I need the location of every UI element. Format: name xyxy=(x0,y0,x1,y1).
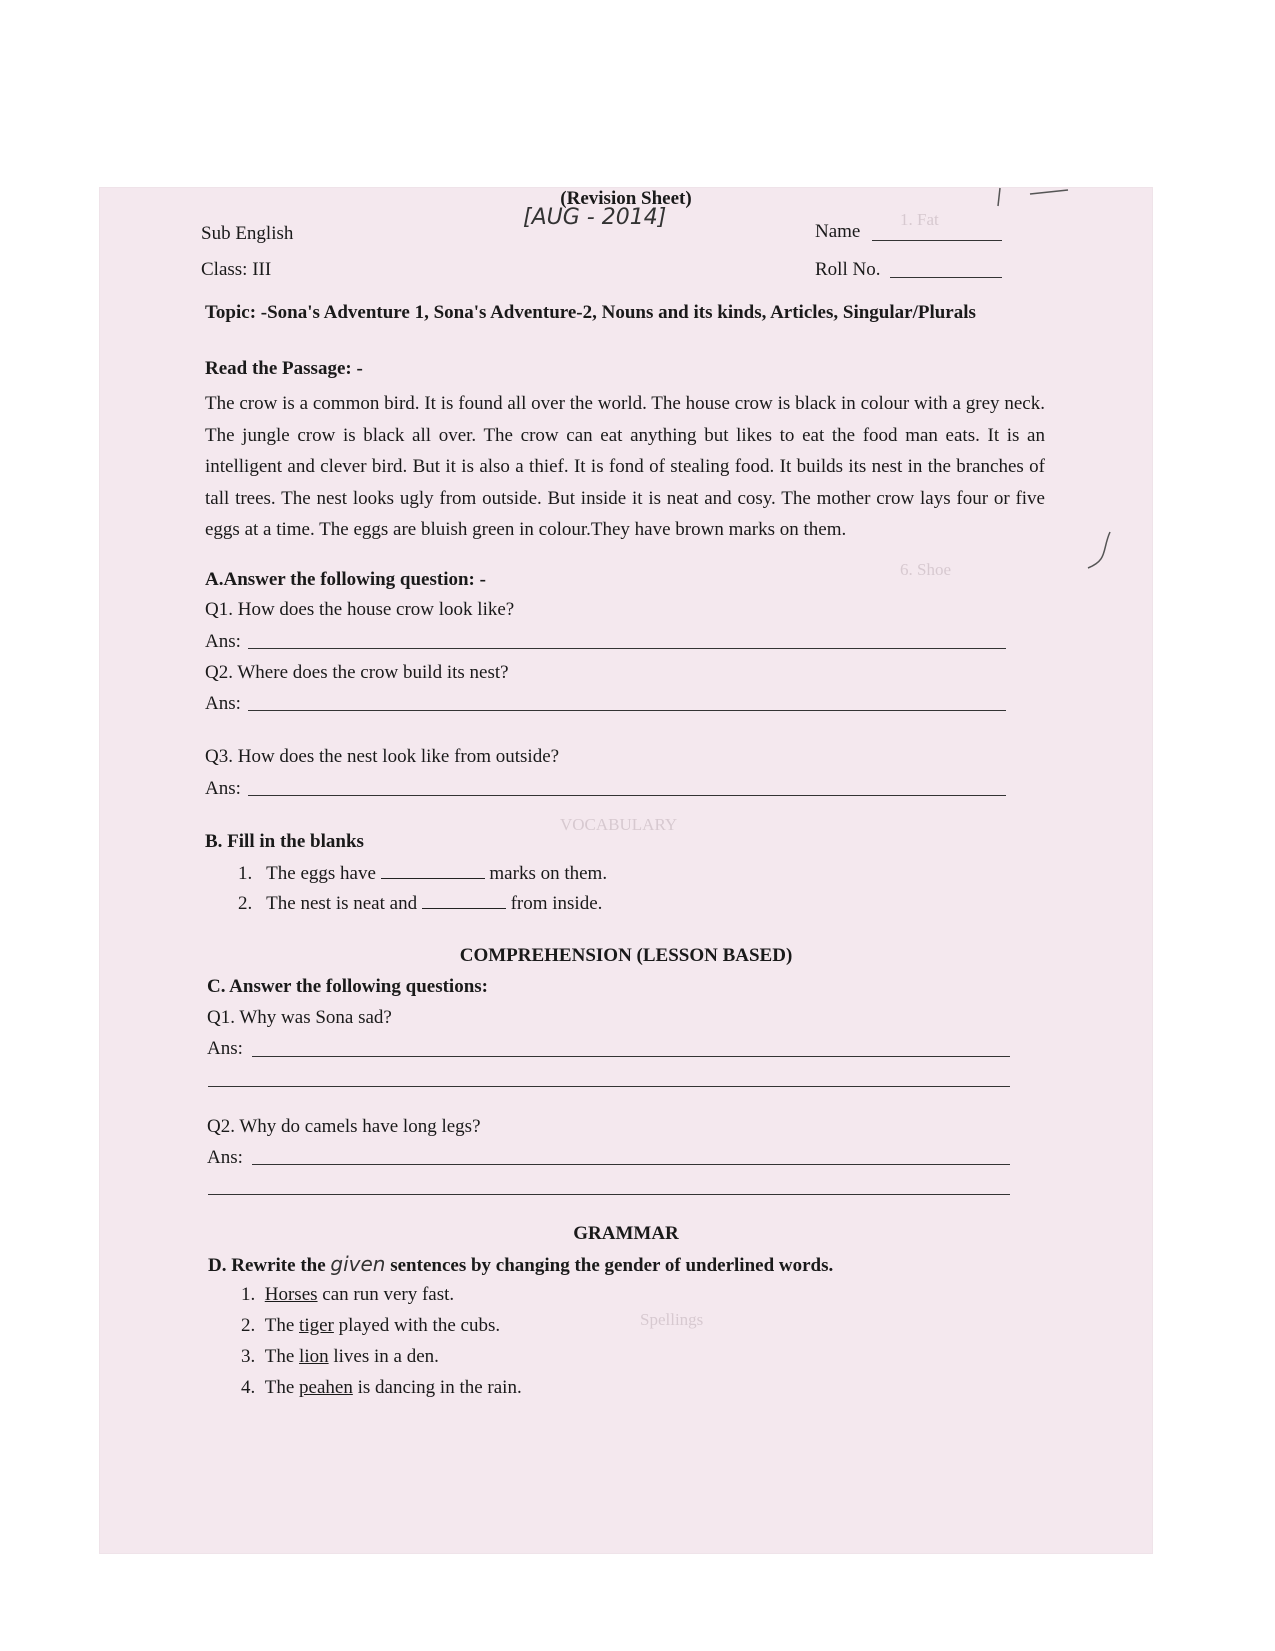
answer-label: Ans: xyxy=(205,693,241,714)
gender-item xyxy=(241,1345,439,1369)
roll-no-blank xyxy=(890,277,1002,278)
name-blank xyxy=(872,240,1002,241)
answer-line xyxy=(252,1056,1010,1057)
section-a-heading: A.Answer the following question: - xyxy=(205,569,486,590)
pen-mark xyxy=(990,180,1080,220)
answer-label: Ans: xyxy=(205,778,241,799)
gender-item xyxy=(241,1314,500,1338)
fill-blank xyxy=(422,890,506,909)
fill-blank-item xyxy=(238,890,602,916)
topic-line: Topic: -Sona's Adventure 1, Sona's Adventure-2, Nouns and its kinds, Articles, Singular/Plurals xyxy=(205,302,976,323)
item-text: can run very fast. xyxy=(317,1284,455,1305)
section-c-heading: C. Answer the following questions: xyxy=(207,976,488,997)
item-text: marks on them. xyxy=(489,863,608,884)
item-number: 4. xyxy=(241,1377,256,1398)
underlined-word: Horses xyxy=(264,1284,318,1305)
heading-text: D. Rewrite the xyxy=(208,1255,326,1276)
sheet-title: (Revision Sheet) xyxy=(560,188,692,209)
section-d-heading xyxy=(208,1252,833,1278)
bleed-through-text: VOCABULARY xyxy=(560,815,678,834)
roll-no-label: Roll No. xyxy=(815,259,881,280)
item-text: played with the cubs. xyxy=(333,1315,501,1336)
underlined-word: peahen xyxy=(299,1377,353,1398)
underlined-word: lion xyxy=(299,1346,329,1367)
item-text: from inside. xyxy=(510,893,603,914)
gender-item xyxy=(241,1376,522,1400)
comprehension-heading: COMPREHENSION (LESSON BASED) xyxy=(459,945,793,966)
answer-label: Ans: xyxy=(207,1038,243,1059)
answer-line xyxy=(208,1086,1010,1087)
section-c-q2: Q2. Why do camels have long legs? xyxy=(207,1116,481,1137)
item-number: 2. xyxy=(241,1315,256,1336)
gender-item xyxy=(241,1283,454,1307)
name-label: Name xyxy=(815,221,861,242)
class-label: Class: III xyxy=(201,259,272,280)
handwritten-date: [AUG - 2014] xyxy=(523,205,667,230)
passage-heading: Read the Passage: - xyxy=(205,358,363,379)
pen-mark xyxy=(1080,530,1120,580)
item-number: 3. xyxy=(241,1346,256,1367)
item-text: The xyxy=(264,1315,300,1336)
section-a-q1: Q1. How does the house crow look like? xyxy=(205,599,515,620)
item-text: The xyxy=(264,1346,300,1367)
bleed-through-text: 1. Fat xyxy=(900,210,939,229)
answer-line xyxy=(208,1194,1010,1195)
bleed-through-text: Spellings xyxy=(640,1310,704,1329)
answer-label: Ans: xyxy=(205,631,241,652)
answer-line xyxy=(248,710,1006,711)
answer-line xyxy=(248,795,1006,796)
item-number: 1. xyxy=(241,1284,256,1305)
answer-label: Ans: xyxy=(207,1147,243,1168)
answer-line xyxy=(248,648,1006,649)
passage-text: The crow is a common bird. It is found all over the world. The house crow is black in colour with a grey neck. The jungle crow is black all over. The crow can eat anything but likes to eat the food man eats. It is an intelligent and clever bird. But it is also a thief. It is fond of stealing food. It builds its nest in the branches of tall trees. The nest looks ugly from outside. But inside it is neat and cosy. The mother crow lays four or five eggs at a time. The eggs are bluish green in colour.They have brown marks on them. xyxy=(205,393,1045,540)
handwritten-word: given xyxy=(330,1252,386,1276)
grammar-heading: GRAMMAR xyxy=(573,1223,679,1244)
fill-blank xyxy=(381,860,485,879)
answer-line xyxy=(252,1164,1010,1165)
fill-blank-item xyxy=(238,860,607,886)
item-number: 2. xyxy=(238,893,253,914)
item-text: The xyxy=(264,1377,300,1398)
item-number: 1. xyxy=(238,863,253,884)
heading-text: sentences by changing the gender of underlined words. xyxy=(390,1255,834,1276)
underlined-word: tiger xyxy=(299,1315,334,1336)
subject-label: Sub English xyxy=(201,223,294,244)
bleed-through-text: 6. Shoe xyxy=(900,560,951,579)
section-c-q1: Q1. Why was Sona sad? xyxy=(207,1007,392,1028)
section-a-q3: Q3. How does the nest look like from outside? xyxy=(205,746,560,767)
item-text: lives in a den. xyxy=(328,1346,439,1367)
item-text: The nest is neat and xyxy=(266,893,418,914)
item-text: is dancing in the rain. xyxy=(352,1377,522,1398)
item-text: The eggs have xyxy=(266,863,376,884)
section-b-heading: B. Fill in the blanks xyxy=(205,831,364,852)
section-a-q2: Q2. Where does the crow build its nest? xyxy=(205,662,509,683)
